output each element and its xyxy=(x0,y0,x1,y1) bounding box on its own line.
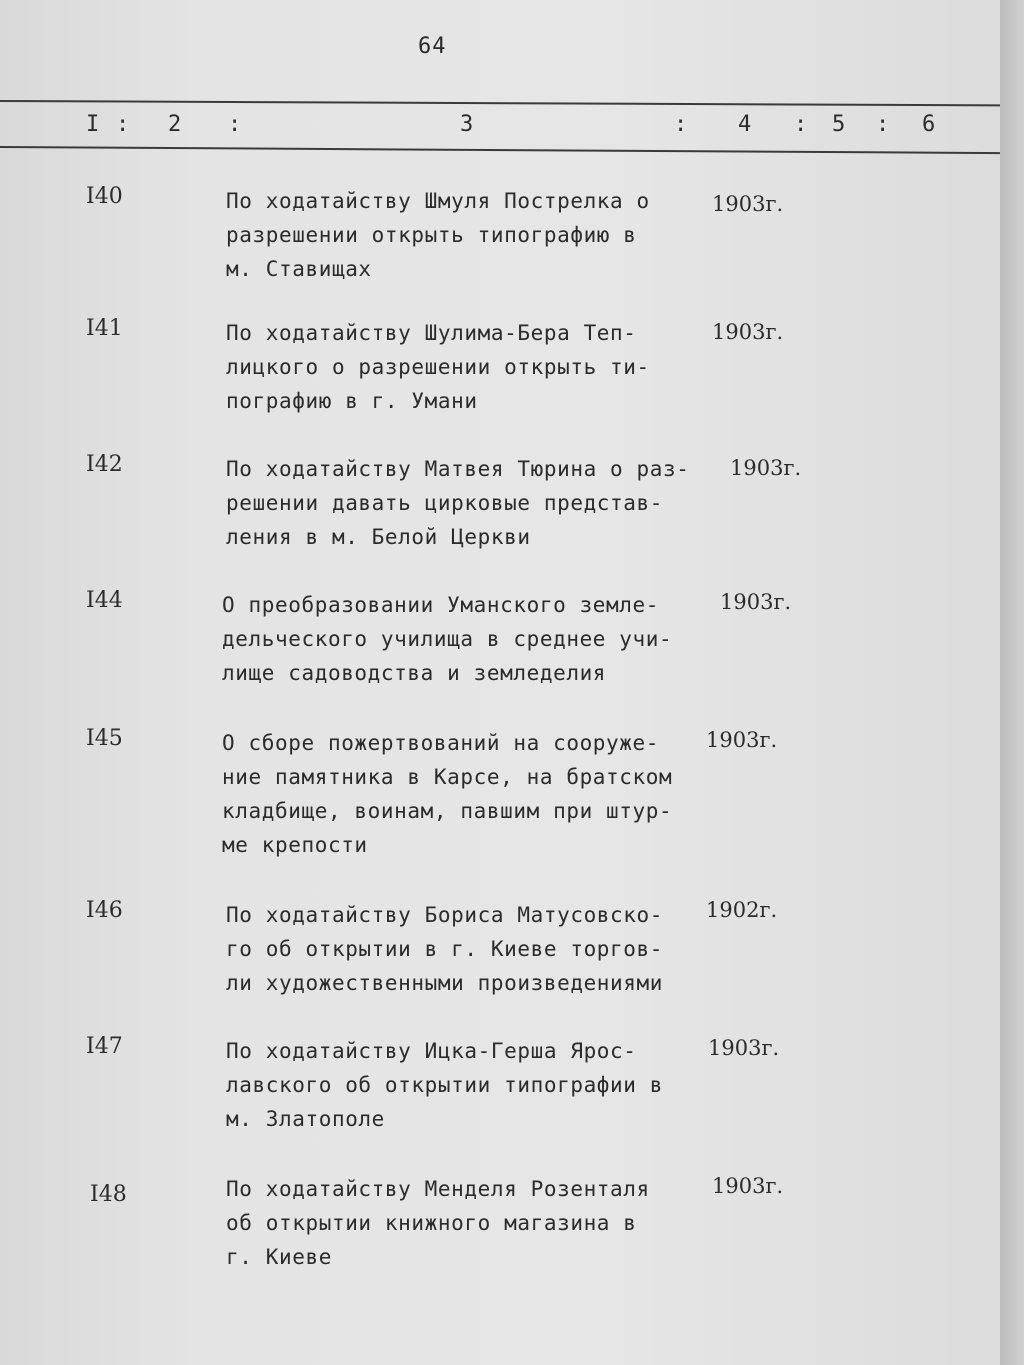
entry-number: I44 xyxy=(86,588,123,613)
description-line: г. Киеве xyxy=(226,1245,332,1269)
description-line: м. Ставищах xyxy=(226,257,372,281)
header-col-4: 4 xyxy=(738,112,752,137)
description-line: об открытии книжного магазина в xyxy=(226,1211,637,1235)
header-sep: : xyxy=(876,112,890,137)
entry-description xyxy=(226,316,706,418)
header-rule-bottom xyxy=(0,146,1000,154)
entry-year: 1903г. xyxy=(708,1036,780,1060)
description-line: решении давать цирковые представ- xyxy=(226,491,664,515)
entry-description xyxy=(226,1034,706,1136)
entry-number: I48 xyxy=(90,1182,127,1207)
page-number: 64 xyxy=(418,34,447,59)
entry-description xyxy=(226,184,706,286)
description-line: ли художественными произведениями xyxy=(226,971,664,995)
entry-year: 1903г. xyxy=(720,590,792,614)
header-col-3: 3 xyxy=(460,112,474,137)
description-line: кладбище, воинам, павшим при штур- xyxy=(222,799,673,823)
entry-year: 1903г. xyxy=(706,728,778,752)
entry-description xyxy=(226,898,706,1000)
header-sep: : xyxy=(794,112,808,137)
description-line: дельческого училища в среднее учи- xyxy=(222,627,673,651)
entry-number: I42 xyxy=(86,452,123,477)
description-line: разрешении открыть типографию в xyxy=(226,223,637,247)
header-rule-top xyxy=(0,100,1000,106)
description-line: По ходатайству Бориса Матусовско- xyxy=(226,903,664,927)
description-line: О сборе пожертвований на сооруже- xyxy=(222,731,660,755)
page-edge xyxy=(1000,0,1024,1365)
entry-description xyxy=(222,726,702,862)
entry-number: I41 xyxy=(86,316,123,341)
description-line: О преобразовании Уманского земле- xyxy=(222,593,660,617)
description-line: По ходатайству Ицка-Герша Ярос- xyxy=(226,1039,637,1063)
entry-number: I46 xyxy=(86,898,123,923)
entry-year: 1903г. xyxy=(712,320,784,344)
description-line: лицкого о разрешении открыть ти- xyxy=(226,355,650,379)
entry-year: 1902г. xyxy=(706,898,778,922)
header-col-5: 5 xyxy=(832,112,846,137)
description-line: По ходатайству Шмуля Пострелка о xyxy=(226,189,650,213)
description-line: По ходатайству Шулима-Бера Теп- xyxy=(226,321,637,345)
header-col-2: 2 xyxy=(168,112,182,137)
header-sep: : xyxy=(116,112,130,137)
entry-number: I45 xyxy=(86,726,123,751)
description-line: лище садоводства и земледелия xyxy=(222,661,607,685)
entry-number: I40 xyxy=(86,184,123,209)
entry-description xyxy=(226,452,706,554)
entry-year: 1903г. xyxy=(712,192,784,216)
description-line: го об открытии в г. Киеве торгов- xyxy=(226,937,664,961)
header-sep: : xyxy=(228,112,242,137)
header-col-1: I xyxy=(86,112,100,137)
entry-year: 1903г. xyxy=(712,1174,784,1198)
entry-number: I47 xyxy=(86,1034,123,1059)
header-sep: : xyxy=(674,112,688,137)
header-col-6: 6 xyxy=(922,112,936,137)
description-line: ления в м. Белой Церкви xyxy=(226,525,531,549)
description-line: ме крепости xyxy=(222,833,368,857)
entry-description xyxy=(226,1172,706,1274)
description-line: пографию в г. Умани xyxy=(226,389,478,413)
description-line: лавского об открытии типографии в xyxy=(226,1073,664,1097)
description-line: По ходатайству Менделя Розенталя xyxy=(226,1177,650,1201)
description-line: По ходатайству Матвея Тюрина о раз- xyxy=(226,457,690,481)
description-line: м. Златополе xyxy=(226,1107,385,1131)
description-line: ние памятника в Карсе, на братском xyxy=(222,765,673,789)
entry-description xyxy=(222,588,702,690)
entry-year: 1903г. xyxy=(730,456,802,480)
